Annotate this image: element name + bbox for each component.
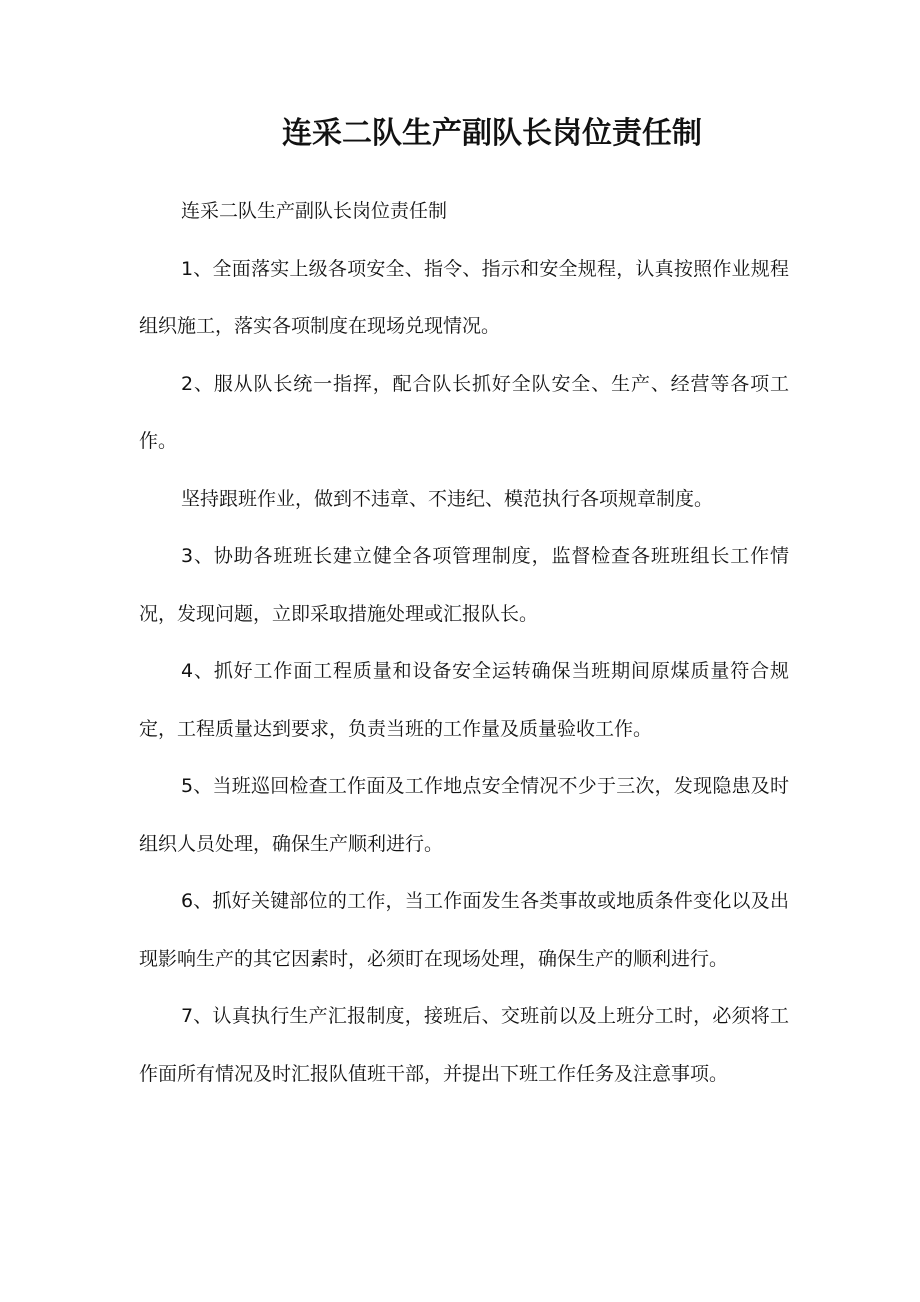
paragraph-subtitle: 连采二队生产副队长岗位责任制 bbox=[181, 200, 448, 222]
document-body bbox=[139, 183, 789, 1103]
paragraph-item-6: 6、抓好关键部位的工作，当工作面发生各类事故或地质条件变化以及出现影响生产的其它因素时，必须盯在现场处理，确保生产的顺利进行。 bbox=[139, 890, 789, 970]
paragraph-item-1: 1、全面落实上级各项安全、指令、指示和安全规程，认真按照作业规程组织施工，落实各项制度在现场兑现情况。 bbox=[139, 257, 789, 337]
document-title: 连采二队生产副队长岗位责任制 bbox=[282, 116, 702, 151]
paragraph-item-4: 4、抓好工作面工程质量和设备安全运转确保当班期间原煤质量符合规定，工程质量达到要求，负责当班的工作量及质量验收工作。 bbox=[139, 660, 789, 740]
paragraph-item-7: 7、认真执行生产汇报制度，接班后、交班前以及上班分工时，必须将工作面所有情况及时汇报队值班干部，并提出下班工作任务及注意事项。 bbox=[139, 1005, 789, 1085]
paragraph-item-2: 2、服从队长统一指挥，配合队长抓好全队安全、生产、经营等各项工作。 bbox=[139, 372, 789, 452]
paragraph-item-2-continued: 坚持跟班作业，做到不违章、不违纪、模范执行各项规章制度。 bbox=[181, 487, 714, 510]
paragraph-item-3: 3、协助各班班长建立健全各项管理制度，监督检查各班班组长工作情况，发现问题，立即采取措施处理或汇报队长。 bbox=[139, 545, 789, 625]
paragraph-item-5: 5、当班巡回检查工作面及工作地点安全情况不少于三次，发现隐患及时组织人员处理，确保生产顺利进行。 bbox=[139, 775, 789, 855]
